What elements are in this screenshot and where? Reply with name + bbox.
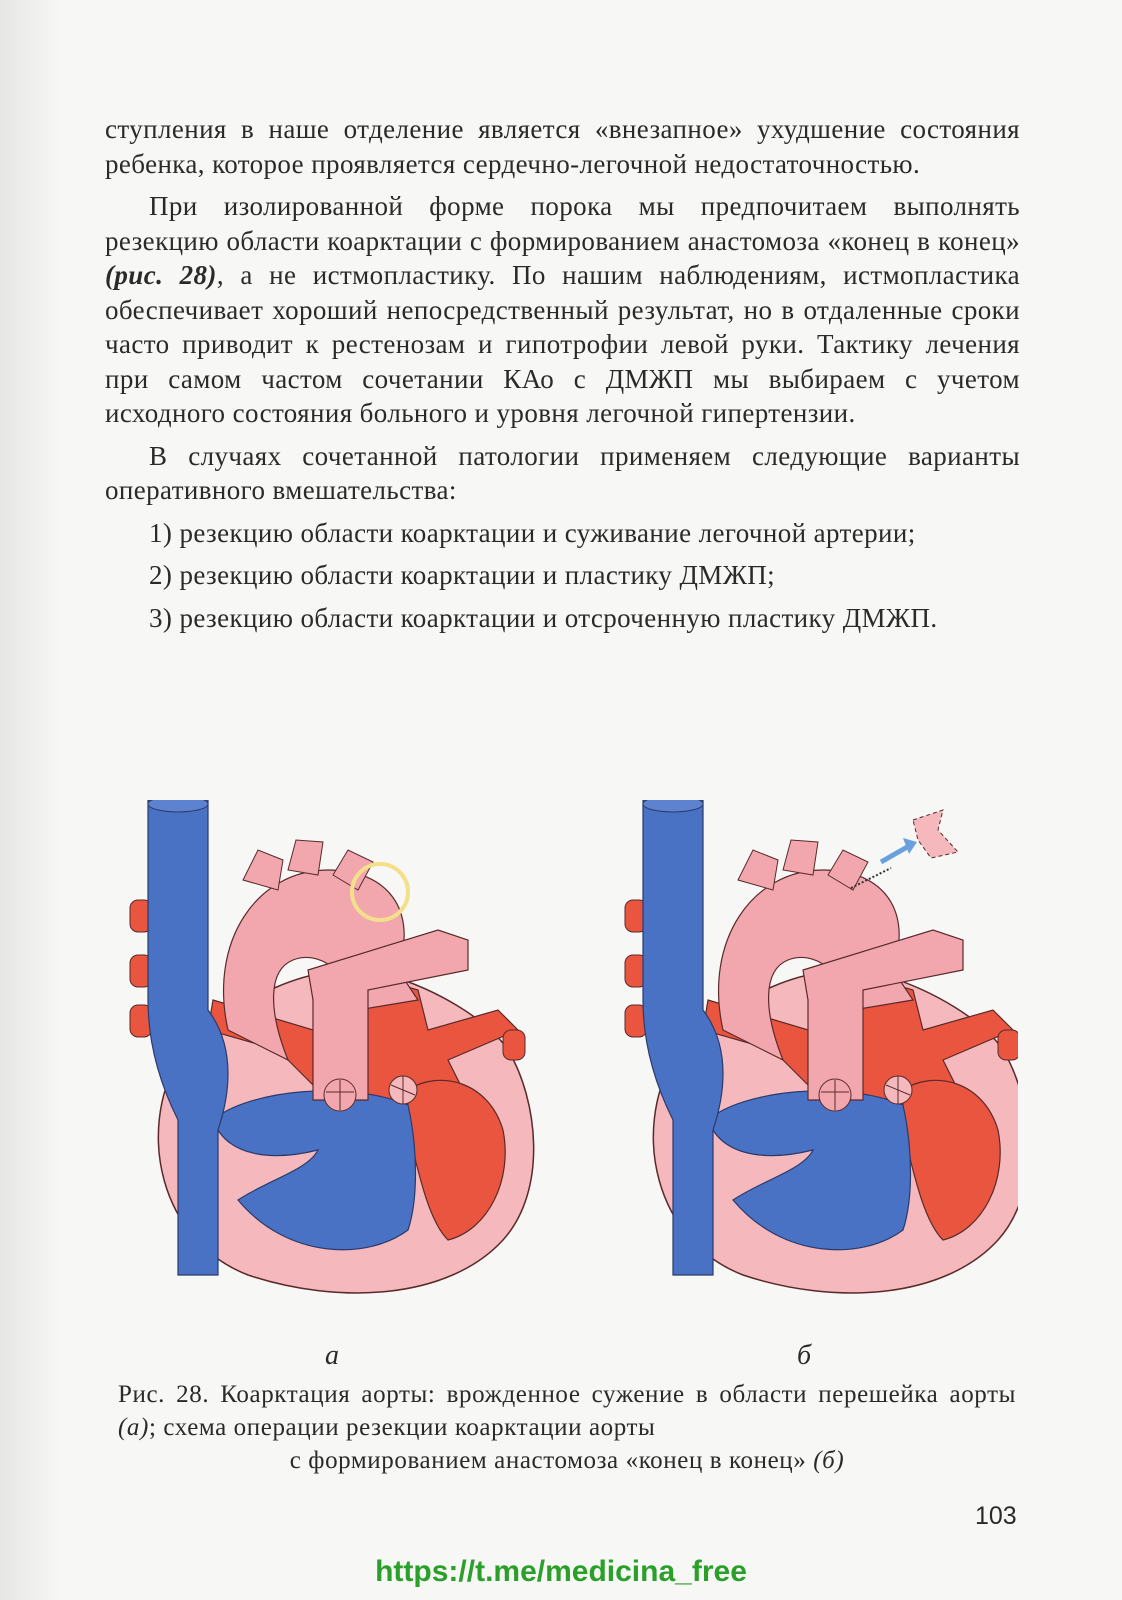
- heart-diagram-figure: [118, 800, 1018, 1320]
- paragraph-1: ступления в наше отделение является «внезапное» ухудшение состояния ребенка, которое проявляется сердечно-легочной недостаточностью.: [105, 114, 1020, 179]
- caption-ref-a: (а): [118, 1414, 149, 1441]
- page-number: 103: [975, 1502, 1017, 1530]
- paragraph-2: [105, 189, 1020, 431]
- removal-arrow-b: [881, 846, 909, 862]
- pulmonary-vein-stub-a4: [503, 1030, 525, 1060]
- arch-branch-a1: [243, 850, 283, 890]
- list-item-2: 2) резекцию области коарктации и пластику ДМЖП;: [149, 560, 776, 590]
- figure-caption: [118, 1378, 1016, 1477]
- vena-cava-b: [643, 800, 723, 1275]
- caption-ref-b: (б): [813, 1447, 845, 1474]
- excised-segment-b: [913, 810, 958, 858]
- list-item-3: 3) резекцию области коарктации и отсроченную пластику ДМЖП.: [149, 602, 938, 633]
- vena-cava-top-a: [148, 800, 208, 812]
- vena-cava-a: [148, 800, 228, 1275]
- paragraph-2-end: , а не истмопластику. По нашим наблюдениям, истмопластика обеспечивает хороший непосредственный результат, но в отдаленные сроки часто приводит к рестенозам и гипотрофии левой руки. Тактику лечения при самом частом сочетании КАо с ДМЖП мы выбираем с учетом исходного состояния больного и уровня легочной гипертензии.: [105, 260, 1020, 428]
- vena-cava-top-b: [643, 800, 703, 812]
- arch-branch-a2: [288, 840, 323, 875]
- figure-label-a: а: [325, 1340, 339, 1371]
- heart-diagram-b: [625, 800, 1018, 1293]
- caption-part-1: Рис. 28. Коарктация аорты: врожденное сужение в области перешейка аорты: [118, 1381, 1016, 1408]
- caption-part-2: ; схема операции резекции коарктации аорты: [148, 1414, 656, 1441]
- figure-label-b: б: [797, 1340, 812, 1371]
- list-item-1: 1) резекцию области коарктации и суживание легочной артерии;: [149, 517, 916, 548]
- paragraph-2-start: При изолированной форме порока мы предпочитаем выполнять резекцию области коарктации с формированием анастомоза «конец в конец»: [105, 191, 1020, 256]
- paragraph-3: В случаях сочетанной патологии применяем следующие варианты оперативного вмешательства:: [105, 440, 1020, 505]
- watermark-link[interactable]: https://t.me/medicina_free: [375, 1555, 747, 1588]
- arch-branch-b1: [738, 850, 778, 890]
- figure-reference: (рис. 28): [105, 260, 217, 290]
- heart-diagram-a: [130, 800, 534, 1293]
- body-text: [105, 112, 1020, 635]
- pulmonary-vein-stub-b4: [998, 1030, 1018, 1060]
- caption-part-3: с формированием анастомоза «конец в конец»: [289, 1447, 814, 1474]
- page-edge-shadow: [0, 0, 60, 1600]
- arch-branch-b2: [783, 840, 818, 875]
- caption-line-3: [118, 1444, 1016, 1477]
